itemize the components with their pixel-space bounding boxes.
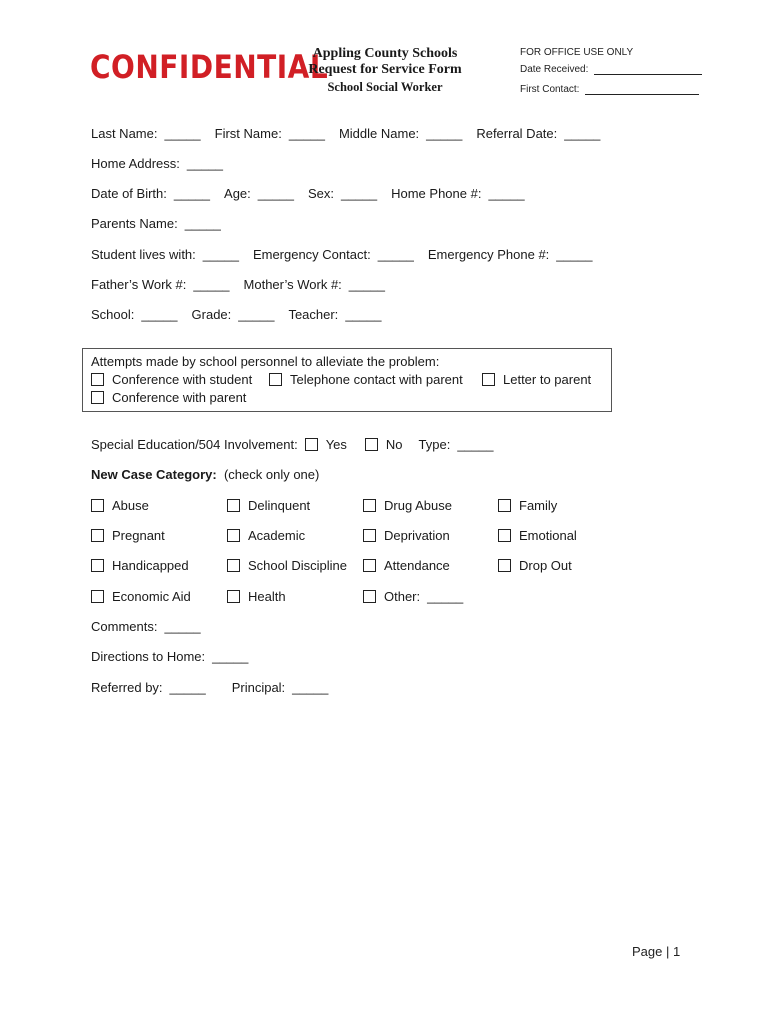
checkbox[interactable] bbox=[498, 499, 511, 512]
category-label: Drug Abuse bbox=[384, 498, 452, 513]
option-label: Conference with student bbox=[112, 372, 253, 387]
title-line-2: Request for Service Form bbox=[308, 62, 462, 77]
checkbox[interactable] bbox=[91, 391, 104, 404]
form-title bbox=[300, 46, 470, 95]
checkbox[interactable] bbox=[227, 590, 240, 603]
emergency-phone-field[interactable]: _____ bbox=[556, 247, 593, 262]
sex-field[interactable]: _____ bbox=[340, 186, 378, 201]
checkbox[interactable] bbox=[91, 559, 104, 572]
checkbox[interactable] bbox=[498, 529, 511, 542]
category-school-discipline[interactable] bbox=[227, 558, 347, 573]
category-health[interactable] bbox=[227, 589, 286, 604]
category-economic-aid[interactable] bbox=[91, 589, 191, 604]
comments-label: Comments: bbox=[91, 619, 158, 634]
dob-label: Date of Birth: bbox=[91, 186, 167, 201]
category-label: Drop Out bbox=[519, 558, 572, 573]
title-line-1: Appling County Schools bbox=[312, 46, 458, 61]
first-contact-line[interactable] bbox=[585, 84, 699, 95]
father-work-field[interactable]: _____ bbox=[193, 277, 230, 292]
first-name-field[interactable]: _____ bbox=[288, 126, 325, 141]
emergency-contact-field[interactable]: _____ bbox=[377, 247, 414, 262]
home-address-field[interactable]: _____ bbox=[186, 156, 224, 171]
checkbox[interactable] bbox=[498, 559, 511, 572]
checkbox[interactable] bbox=[363, 559, 376, 572]
checkbox[interactable] bbox=[227, 499, 240, 512]
checkbox[interactable] bbox=[91, 590, 104, 603]
special-ed-yes-label: Yes bbox=[325, 437, 347, 452]
category-pregnant[interactable] bbox=[91, 528, 165, 543]
category-handicapped[interactable] bbox=[91, 558, 189, 573]
office-use-label: FOR OFFICE USE ONLY bbox=[520, 47, 634, 58]
category-abuse[interactable] bbox=[91, 498, 149, 513]
name-row bbox=[91, 126, 614, 141]
checkbox[interactable] bbox=[227, 529, 240, 542]
address-row bbox=[91, 156, 237, 171]
category-other[interactable] bbox=[363, 589, 463, 604]
category-label: Other: bbox=[384, 589, 421, 604]
category-attendance[interactable] bbox=[363, 558, 450, 573]
school-field[interactable]: _____ bbox=[141, 307, 178, 322]
attempt-option-conference-student[interactable] bbox=[91, 372, 252, 387]
grade-label: Grade: bbox=[191, 307, 232, 322]
grade-field[interactable]: _____ bbox=[238, 307, 275, 322]
dob-field[interactable]: _____ bbox=[173, 186, 211, 201]
page-number: Page | 1 bbox=[632, 944, 681, 959]
date-received-row bbox=[520, 64, 702, 75]
first-contact-label: First Contact: bbox=[520, 84, 580, 95]
checkbox[interactable] bbox=[363, 499, 376, 512]
case-category-heading bbox=[91, 467, 319, 482]
referred-by-label: Referred by: bbox=[91, 680, 163, 695]
emergency-phone-label: Emergency Phone #: bbox=[427, 247, 550, 262]
category-emotional[interactable] bbox=[498, 528, 577, 543]
directions-label: Directions to Home: bbox=[91, 649, 206, 664]
first-name-label: First Name: bbox=[214, 126, 282, 141]
lives-with-row bbox=[91, 247, 606, 262]
directions-field[interactable]: _____ bbox=[212, 649, 249, 664]
checkbox[interactable] bbox=[269, 373, 282, 386]
checkbox[interactable] bbox=[363, 529, 376, 542]
special-ed-no-checkbox[interactable] bbox=[365, 438, 378, 451]
category-label: Academic bbox=[248, 528, 306, 543]
special-ed-no-label: No bbox=[385, 437, 403, 452]
title-line-3: School Social Worker bbox=[327, 80, 443, 94]
dob-row bbox=[91, 186, 539, 201]
checkbox[interactable] bbox=[482, 373, 495, 386]
checkbox[interactable] bbox=[91, 529, 104, 542]
principal-field[interactable]: _____ bbox=[292, 680, 329, 695]
category-label: Deprivation bbox=[384, 528, 450, 543]
category-label: Attendance bbox=[384, 558, 450, 573]
mother-work-label: Mother’s Work #: bbox=[243, 277, 342, 292]
category-drop-out[interactable] bbox=[498, 558, 572, 573]
referral-date-label: Referral Date: bbox=[476, 126, 558, 141]
option-label: Letter to parent bbox=[503, 372, 592, 387]
attempt-option-letter-parent[interactable] bbox=[482, 372, 591, 387]
middle-name-label: Middle Name: bbox=[338, 126, 420, 141]
attempts-heading: Attempts made by school personnel to alleviate the problem: bbox=[91, 354, 440, 369]
school-label: School: bbox=[91, 307, 135, 322]
school-row bbox=[91, 307, 395, 322]
mother-work-field[interactable]: _____ bbox=[348, 277, 385, 292]
teacher-label: Teacher: bbox=[288, 307, 339, 322]
category-label: Pregnant bbox=[112, 528, 165, 543]
category-academic[interactable] bbox=[227, 528, 305, 543]
special-ed-label: Special Education/504 Involvement: bbox=[91, 437, 298, 452]
home-phone-field[interactable]: _____ bbox=[488, 186, 525, 201]
attempt-option-conference-parent[interactable] bbox=[91, 390, 246, 405]
home-phone-label: Home Phone #: bbox=[391, 186, 482, 201]
principal-label: Principal: bbox=[231, 680, 286, 695]
category-label: Family bbox=[519, 498, 558, 513]
other-field[interactable]: _____ bbox=[427, 589, 464, 604]
referred-by-field[interactable]: _____ bbox=[169, 680, 206, 695]
category-label: School Discipline bbox=[248, 558, 347, 573]
work-phone-row bbox=[91, 277, 399, 292]
type-label: Type: bbox=[418, 437, 451, 452]
father-work-label: Father’s Work #: bbox=[91, 277, 187, 292]
date-received-line[interactable] bbox=[594, 64, 702, 75]
type-field[interactable]: _____ bbox=[457, 437, 494, 452]
special-ed-row bbox=[91, 437, 507, 452]
first-contact-row bbox=[520, 84, 699, 95]
home-address-label: Home Address: bbox=[91, 156, 180, 171]
category-label: Health bbox=[248, 589, 286, 604]
comments-field[interactable]: _____ bbox=[164, 619, 201, 634]
age-label: Age: bbox=[224, 186, 251, 201]
category-label: Economic Aid bbox=[112, 589, 191, 604]
emergency-contact-label: Emergency Contact: bbox=[252, 247, 371, 262]
category-delinquent[interactable] bbox=[227, 498, 310, 513]
sex-label: Sex: bbox=[307, 186, 334, 201]
age-field[interactable]: _____ bbox=[257, 186, 294, 201]
special-ed-yes-checkbox[interactable] bbox=[305, 438, 318, 451]
teacher-field[interactable]: _____ bbox=[345, 307, 382, 322]
last-name-field[interactable]: _____ bbox=[164, 126, 201, 141]
parents-name-label: Parents Name: bbox=[91, 216, 178, 231]
category-label: Handicapped bbox=[112, 558, 189, 573]
category-family[interactable] bbox=[498, 498, 557, 513]
lives-with-label: Student lives with: bbox=[91, 247, 196, 262]
last-name-label: Last Name: bbox=[91, 126, 158, 141]
category-drug-abuse[interactable] bbox=[363, 498, 452, 513]
parents-name-field[interactable]: _____ bbox=[184, 216, 221, 231]
option-label: Telephone contact with parent bbox=[290, 372, 463, 387]
category-label: Delinquent bbox=[248, 498, 311, 513]
checkbox[interactable] bbox=[227, 559, 240, 572]
case-category-title: New Case Category: bbox=[91, 467, 217, 482]
checkbox[interactable] bbox=[363, 590, 376, 603]
date-received-label: Date Received: bbox=[520, 64, 589, 75]
category-deprivation[interactable] bbox=[363, 528, 450, 543]
checkbox[interactable] bbox=[91, 373, 104, 386]
confidential-stamp: CONFIDENTIAL bbox=[90, 48, 329, 86]
category-label: Abuse bbox=[112, 498, 149, 513]
lives-with-field[interactable]: _____ bbox=[202, 247, 239, 262]
directions-row bbox=[91, 649, 262, 664]
checkbox[interactable] bbox=[91, 499, 104, 512]
parents-row bbox=[91, 216, 235, 231]
comments-row bbox=[91, 619, 215, 634]
category-label: Emotional bbox=[519, 528, 577, 543]
middle-name-field[interactable]: _____ bbox=[426, 126, 463, 141]
attempt-option-telephone-parent[interactable] bbox=[269, 372, 463, 387]
referral-date-field[interactable]: _____ bbox=[564, 126, 601, 141]
case-category-note: (check only one) bbox=[223, 467, 320, 482]
referred-row bbox=[91, 680, 342, 695]
option-label: Conference with parent bbox=[112, 390, 247, 405]
